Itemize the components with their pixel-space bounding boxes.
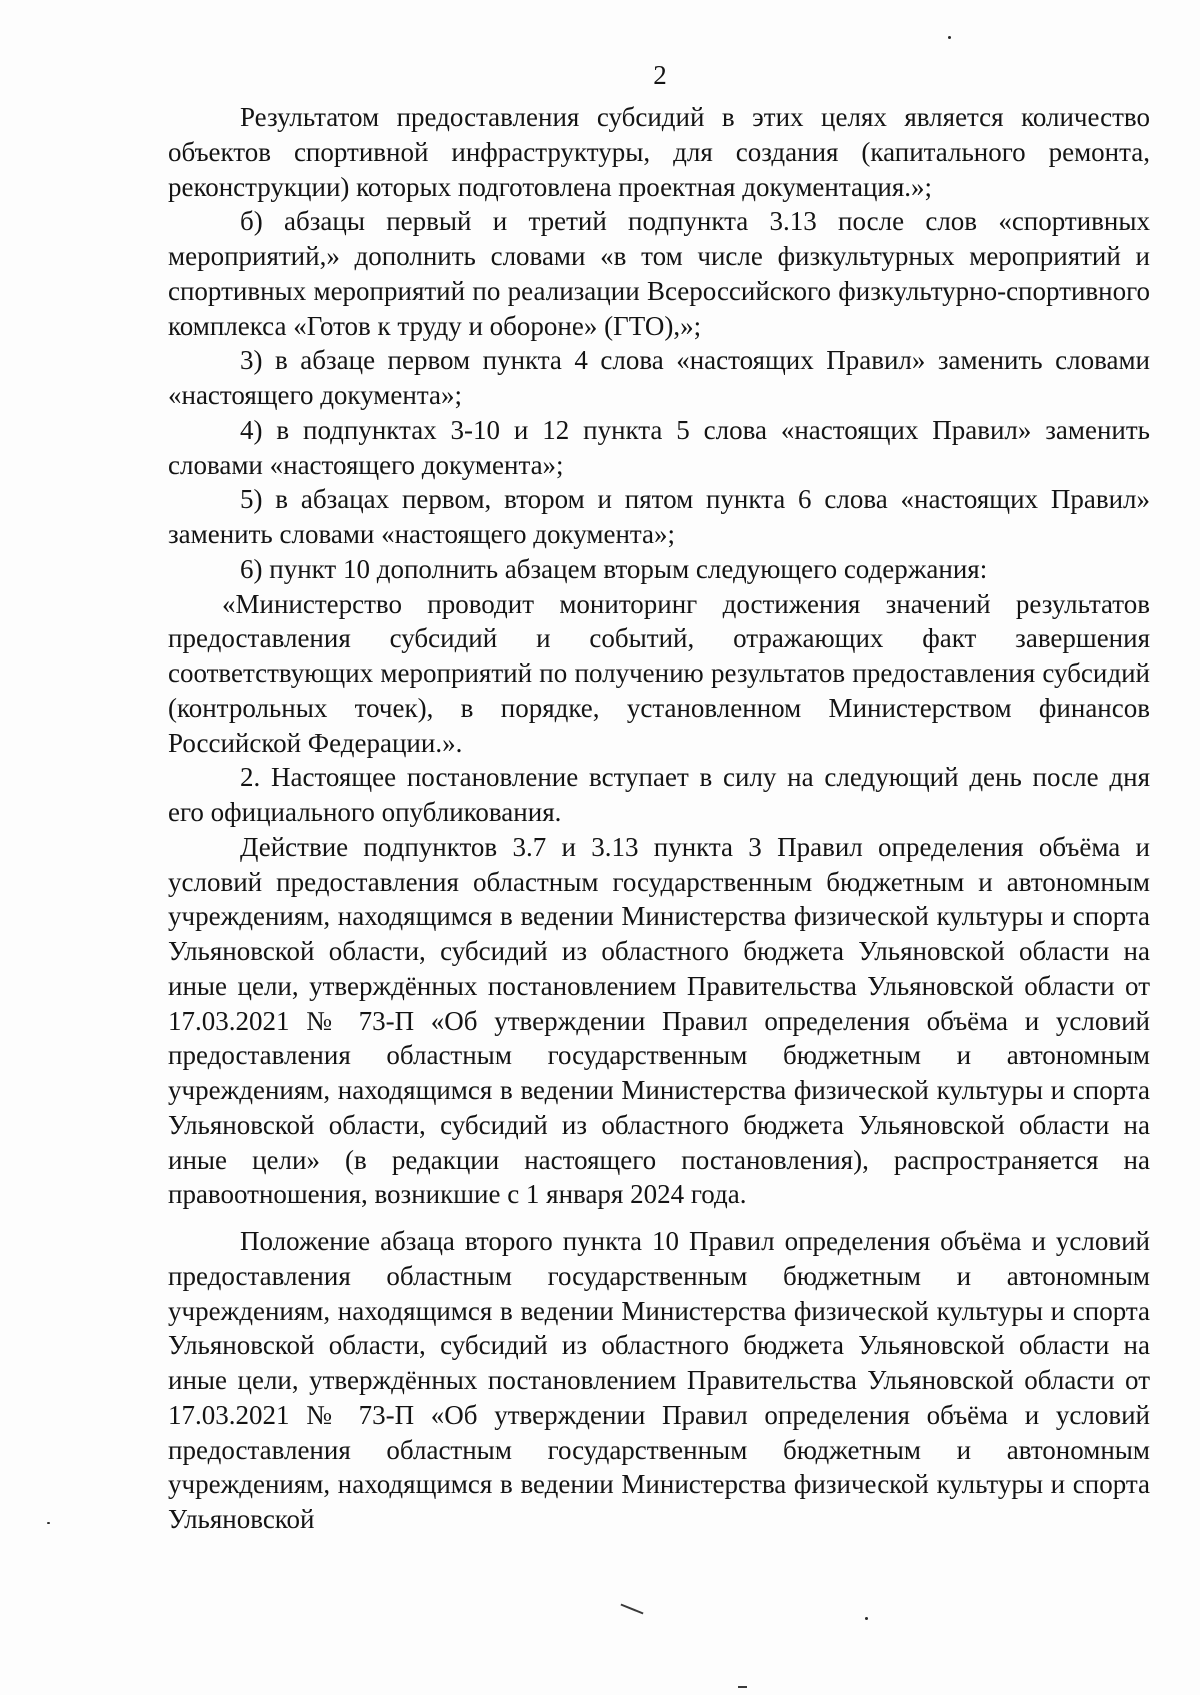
paragraph-item-6: 6) пункт 10 дополнить абзацем вторым следующего содержания: bbox=[240, 553, 988, 584]
paragraph-item-b: б) абзацы первый и третий подпункта 3.13 после слов «спортивных мероприятий,» дополнить словами «в том числе физкультурных мероприятий и спортивных мероприятий по реализации Всероссийского физкультурно-спортивного комплекса «Готов к труду и обороне» (ГТО),»; bbox=[168, 206, 1150, 341]
scan-speck bbox=[948, 36, 951, 39]
scan-speck bbox=[865, 1617, 868, 1620]
paragraph-result-description: Результатом предоставления субсидий в этих целях является количество объектов спортивной инфраструктуры, для создания (капитального ремонта, реконструкции) которых подготовлена проектная документация.»; bbox=[168, 102, 1150, 202]
paragraph-provision-clause: Положение абзаца второго пункта 10 Правил определения объёма и условий предоставления областным государственным бюджетным и автономным учреждениям, находящимся в ведении Министерства физической культуры и спорта Ульяновской области, субсидий из областного бюджета Ульяновской области на иные цели, утверждённых постановлением Правительства Ульяновской области от 17.03.2021 № 73-П «Об утверждении Правил определения объёма и условий предоставления областным государственным бюджетным и автономным учреждениям, находящимся в ведении Министерства физической культуры и спорта Ульяновской bbox=[168, 1226, 1150, 1534]
paragraph-item-3: 3) в абзаце первом пункта 4 слова «настоящих Правил» заменить словами «настоящего документа»; bbox=[168, 345, 1150, 410]
paragraph-item-4: 4) в подпунктах 3-10 и 12 пункта 5 слова «настоящих Правил» заменить словами «настоящего документа»; bbox=[168, 414, 1150, 480]
paragraph-item-5: 5) в абзацах первом, втором и пятом пункта 6 слова «настоящих Правил» заменить словами «настоящего документа»; bbox=[168, 484, 1150, 549]
scan-speck bbox=[47, 1522, 50, 1524]
document-body bbox=[168, 100, 1150, 1537]
page-number: 2 bbox=[653, 60, 667, 90]
paragraph-section-2: 2. Настоящее постановление вступает в силу на следующий день после дня его официального опубликования. bbox=[168, 762, 1150, 827]
scan-mark bbox=[620, 1604, 643, 1615]
paragraph-quoted-insert: «Министерство проводит мониторинг достижения значений результатов предоставления субсидий и событий, отражающих факт завершения соответствующих мероприятий по получению результатов предоставления субсидий (контрольных точек), в порядке, установленном Министерством финансов Российской Федерации.». bbox=[168, 588, 1150, 758]
paragraph-effect-clause: Действие подпунктов 3.7 и 3.13 пункта 3 Правил определения объёма и условий предоставления областным государственным бюджетным и автономным учреждениям, находящимся в ведении Министерства физической культуры и спорта Ульяновской области, субсидий из областного бюджета Ульяновской области на иные цели, утверждённых постановлением Правительства Ульяновской области от 17.03.2021 № 73-П «Об утверждении Правил определения объёма и условий предоставления областным государственным бюджетным и автономным учреждениям, находящимся в ведении Министерства физической культуры и спорта Ульяновской области, субсидий из областного бюджета Ульяновской области на иные цели» (в редакции настоящего постановления), распространяется на правоотношения, возникшие с 1 января 2024 года. bbox=[168, 831, 1150, 1210]
scan-mark bbox=[738, 1686, 747, 1688]
